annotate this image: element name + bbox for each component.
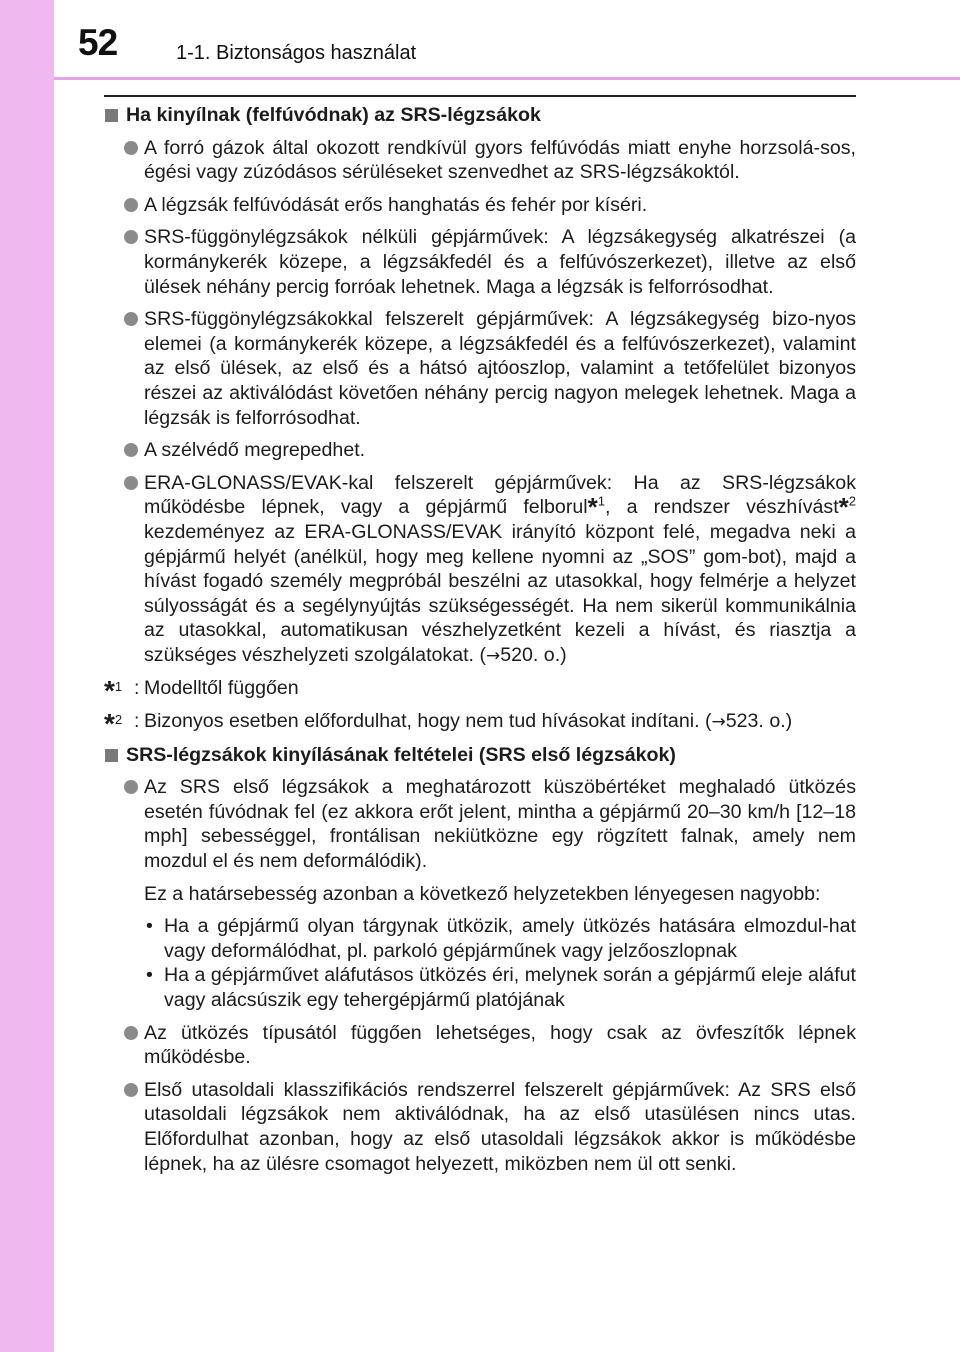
bullet-text: A szélvédő megrepedhet.: [144, 439, 366, 462]
page-number: 52: [78, 22, 118, 63]
bullet-text: A légzsák felfúvódását erős hanghatás és fehér por kíséri.: [144, 193, 648, 216]
era-text-1: ERA-GLONASS/EVAK-kal felszerelt gépjárművek: Ha az SRS-légzsákok működésbe lépnek, vagy a gépjármű felborul: [144, 471, 856, 519]
section-heading-text: SRS-légzsákok kinyílásának feltételei (SRS első légzsákok): [126, 743, 676, 766]
footnote-star: *: [838, 492, 849, 523]
bullet-text: SRS-függönylégzsákok nélküli gépjárművek: A légzsákegység alkatrészei (a kormánykerék közepe, a légzsákfedél és a felfúvószerkezet), illetve az első ülések néhány percig forróak lehetnek. Maga a légzsák is felforrósodhat.: [144, 226, 856, 298]
footnote-2: *$^2$ : Bizonyos esetben előfordulhat, hogy nem tud hívásokat indítani. (→523. o.): [104, 708, 793, 740]
section-heading-text: Ha kinyílnak (felfúvódnak) az SRS-légzsákok: [126, 104, 541, 126]
arrow-right-icon: →: [711, 712, 726, 733]
footnote-ref-1: 1: [597, 493, 605, 509]
footnote-marker: *$^2$: [104, 708, 123, 740]
header-rule: [54, 77, 960, 80]
sub-list-item: [104, 963, 856, 1012]
page-content: [104, 95, 856, 1184]
circle-bullet-icon: [124, 198, 138, 212]
footnote-text: Bizonyos esetben előfordulhat, hogy nem tud hívásokat indítani. (: [144, 710, 712, 733]
square-bullet-icon: [105, 749, 118, 762]
bullet-item: [104, 307, 856, 430]
bullet-text: A forró gázok által okozott rendkívül gyors felfúvódás miatt enyhe horzsolá-sos, égési vagy zúzódásos sérüléseket szenvedhet az SRS-légzsákoktól.: [144, 136, 856, 184]
bullet-item: [104, 1021, 856, 1070]
paragraph-threshold: Ez a határsebesség azonban a következő helyzetekben lényegesen nagyobb:: [144, 882, 821, 905]
small-bullet-icon: •: [146, 964, 153, 987]
sub-list: [104, 914, 856, 1012]
footnote-marker: *$^1$: [104, 675, 123, 707]
sidebar-tab: [0, 0, 54, 1352]
sub-item-text: Ha a gépjármű olyan tárgynak ütközik, amely ütközés hatására elmozdul-hat vagy deformálódhat, pl. parkoló gépjárműnek vagy jelzőoszlopnak: [164, 915, 856, 962]
small-bullet-icon: •: [146, 915, 153, 938]
square-bullet-icon: [105, 109, 118, 122]
circle-bullet-icon: [124, 1083, 138, 1097]
bullet-text: Első utasoldali klasszifikációs rendszerrel felszerelt gépjárművek: Az SRS első utasoldali légzsákok nem aktiválódnak, ha az első utasülésen nincs utas. Előfordulhat azonban, hogy az első utasoldali légzsákok akkor is működésbe lépnek, ha az ülésre csomagot helyezett, miközben nem ül ott senki.: [144, 1078, 856, 1175]
section-heading-deploy-conditions: [104, 743, 856, 768]
bullet-item-era-glonass: [104, 471, 856, 669]
footnote-star: *: [587, 492, 598, 523]
footnote-1: *$^1$ : Modelltől függően: [104, 675, 299, 707]
era-text-3: kezdeményez az ERA-GLONASS/EVAK irányító központ felé, megadva neki a gépjármű helyét (anélkül, hogy meg kellene nyomni az „SOS” gom-bot), majd a hívást fogadó személy megpróbál beszélni az utasokkal, hogy felmérje a helyzet súlyosságát és a segélynyújtás szükségességét. Ha nem sikerül kommunikálnia az utasokkal, automatikusan vészhelyzetként kezeli a hívást, és riasztja a szükséges vészhelyzeti szolgálatokat. (: [144, 520, 856, 666]
circle-bullet-icon: [124, 141, 138, 155]
era-text-2: , a rendszer vészhívást: [604, 496, 839, 519]
bullet-item: [104, 225, 856, 299]
circle-bullet-icon: [124, 443, 138, 457]
page-reference: 523. o.): [725, 710, 793, 733]
bullet-text: SRS-függönylégzsákokkal felszerelt gépjárművek: A légzsákegység bizo-nyos elemei (a kormánykerék közepe, a légzsákfedél és a felfúvószerkezet), valamint az első ülések, az első és a hátsó ajtóoszlop, valamint a tetőfelület bizonyos részei az aktiválódást követően néhány percig nagyon melegek lehetnek. Maga a légzsák is felforrósodhat.: [144, 308, 856, 429]
bullet-item: [104, 438, 856, 463]
section-heading-airbag-deploy: [104, 103, 856, 128]
arrow-right-icon: →: [485, 645, 501, 666]
bullet-item: [104, 1078, 856, 1176]
bullet-text: Az ütközés típusától függően lehetséges, hogy csak az övfeszítők lépnek működésbe.: [144, 1021, 856, 1069]
circle-bullet-icon: [124, 780, 138, 794]
section-rule: [104, 95, 856, 97]
bullet-item: [104, 775, 856, 873]
circle-bullet-icon: [124, 230, 138, 244]
circle-bullet-icon: [124, 312, 138, 326]
footnote-ref-2: 2: [848, 493, 856, 509]
sub-item-text: Ha a gépjárművet aláfutásos ütközés éri, melynek során a gépjármű eleje aláfut vagy alácsúszik egy tehergépjármű platójának: [164, 964, 856, 1011]
page-reference: 520. o.): [500, 643, 567, 666]
circle-bullet-icon: [124, 476, 138, 490]
bullet-item: [104, 193, 856, 218]
bullet-text: Az SRS első légzsákok a meghatározott küszöbértéket meghaladó ütközés esetén fúvódnak fel (ez akkora erőt jelent, mintha a gépjármű 20–30 km/h [12–18 mph] sebességgel, frontálisan nekiütközne egy rögzített falnak, amely nem mozdul el és nem deformálódik).: [144, 776, 856, 873]
chapter-title: 1-1. Biztonságos használat: [176, 42, 417, 64]
footnote-text: Modelltől függően: [144, 677, 299, 700]
sub-list-item: [104, 914, 856, 963]
bullet-item: [104, 136, 856, 185]
circle-bullet-icon: [124, 1026, 138, 1040]
